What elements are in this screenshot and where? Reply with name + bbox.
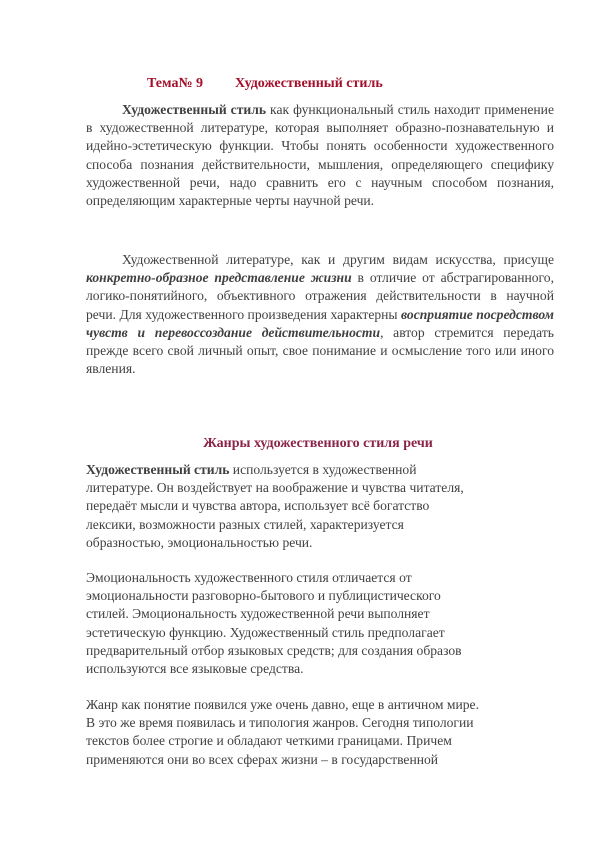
emphasis-text: конкретно-образное представление жизни bbox=[86, 270, 352, 286]
line-text: эмоциональности разговорно-бытового и публицистического bbox=[86, 588, 441, 604]
term-bold: Художественный стиль bbox=[122, 102, 267, 117]
page-title bbox=[147, 76, 383, 92]
genre-paragraph-2 bbox=[86, 569, 566, 678]
paragraph-text: Художественной литературе, как и другим видам искусства, присуще bbox=[122, 252, 554, 267]
line-text: литературе. Он воздействует на воображение и чувства читателя, bbox=[86, 480, 464, 496]
topic-name: Художественный стиль bbox=[235, 76, 383, 91]
line-text: стилей. Эмоциональность художественной речи выполняет bbox=[86, 606, 430, 622]
intro-paragraph-2 bbox=[86, 251, 554, 378]
line-text: предварительный отбор языковых средств; для создания образов bbox=[86, 642, 462, 658]
emphasis-text: восприятие посредством чувств и перевоссоздание действительности bbox=[86, 306, 554, 340]
line-text: Эмоциональность художественного стиля отличается от bbox=[86, 570, 412, 585]
line-text: Жанр как понятие появился уже очень давно, еще в античном мире. bbox=[86, 697, 479, 712]
paragraph-text: как функциональный стиль находит применение в художественной литературе, которая выполняет образно-познавательную и идейно-эстетическую функции. Чтобы понять особенности художественного способа познания действительности, мышления, определяющего специфику художественной речи, надо сравнить его с научным способом познания, определяющим характерные черты научной речи. bbox=[86, 102, 554, 209]
line-text: лексики, возможности разных стилей, характеризуется bbox=[86, 516, 404, 532]
line-text: В это же время появилась и типология жанров. Сегодня типологии bbox=[86, 715, 474, 731]
line-text: текстов более строгие и обладают четкими границами. Причем bbox=[86, 733, 452, 749]
paragraph-text: в отличие от абстрагированного, логико-понятийного, объективного отражения действительности в научной речи. Для художественного произведения характерны bbox=[86, 270, 554, 322]
paragraph-text: , автор стремится передать прежде всего свой личный опыт, свое понимание и осмысление того или иного явления. bbox=[86, 324, 554, 377]
line-text: используется в художественной bbox=[229, 462, 417, 477]
term-bold: Художественный стиль bbox=[86, 462, 230, 477]
genre-paragraph-3 bbox=[86, 696, 566, 769]
genre-paragraph-1 bbox=[86, 461, 566, 552]
line-text: образностью, эмоциональностью речи. bbox=[86, 534, 313, 550]
line-text: используются все языковые средства. bbox=[86, 661, 304, 677]
section-subtitle: Жанры художественного стиля речи bbox=[203, 436, 433, 451]
intro-paragraph-1 bbox=[86, 101, 554, 210]
topic-number: Тема№ 9 bbox=[147, 76, 204, 91]
line-text: передаёт мысли и чувства автора, использует всё богатство bbox=[86, 498, 430, 514]
line-text: применяются они во всех сферах жизни – в государственной bbox=[86, 751, 439, 767]
line-text: эстетическую функцию. Художественный стиль предполагает bbox=[86, 624, 445, 640]
